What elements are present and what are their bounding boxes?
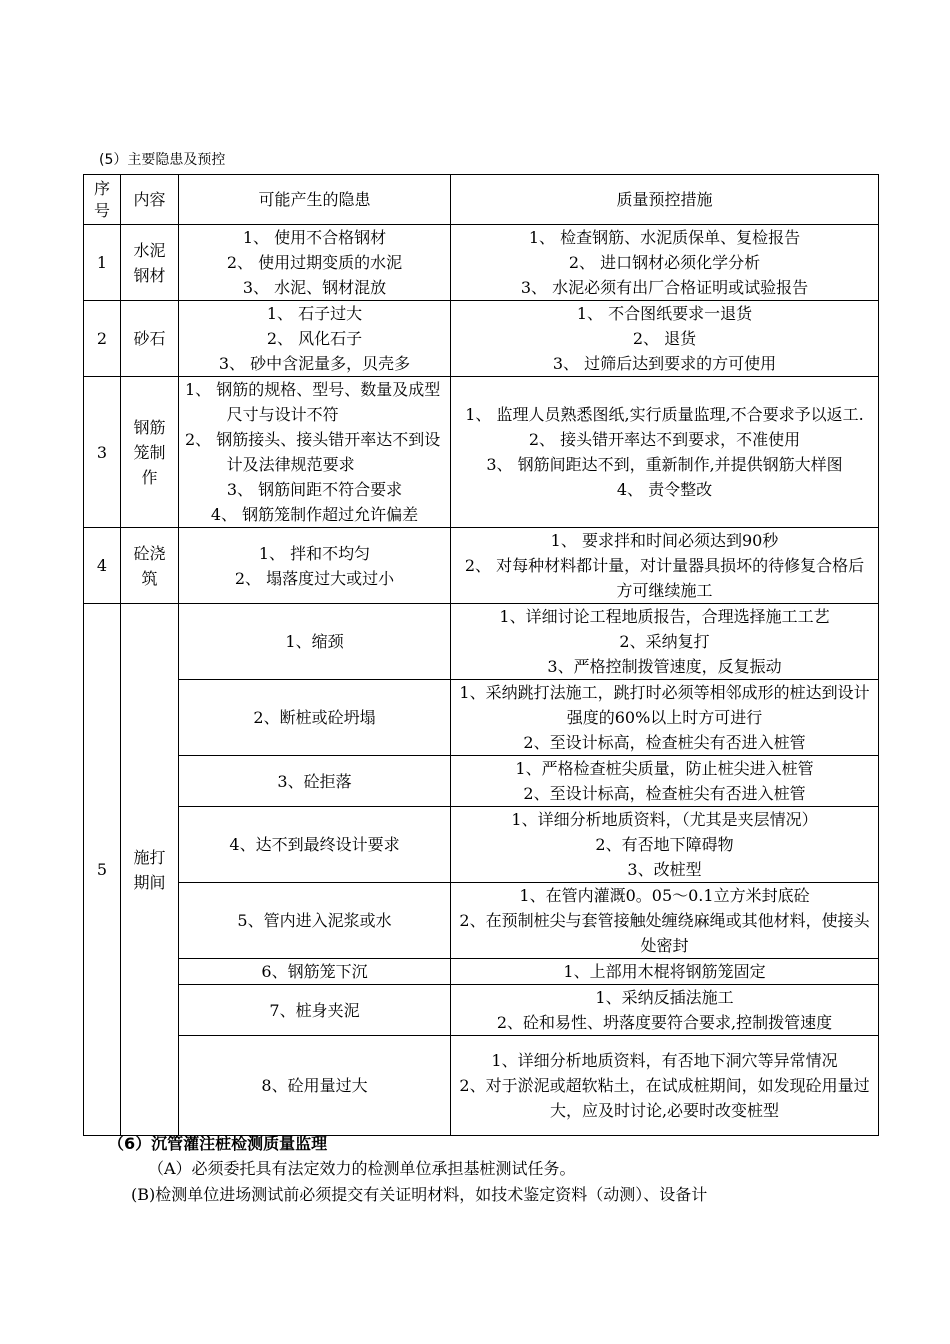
table-row — [84, 1036, 879, 1136]
row-hazards: 1、 使用不合格钢材 2、 使用过期变质的水泥 3、 水泥、钢材混放 — [179, 225, 451, 301]
row-measures: 1、上部用木棍将钢筋笼固定 — [451, 959, 879, 985]
row-measures: 1、在管内灌溉0。05～0.1立方米封底砼 2、在预制桩尖与套管接触处缠绕麻绳或其他材料，使接头处密封 — [451, 883, 879, 959]
row-hazards: 8、砼用量过大 — [179, 1036, 451, 1136]
table-row — [84, 807, 879, 883]
table-row — [84, 985, 879, 1036]
row-hazards: 2、断桩或砼坍塌 — [179, 680, 451, 756]
table-row — [84, 883, 879, 959]
row-seq: 2 — [84, 301, 121, 377]
row-hazards: 4、达不到最终设计要求 — [179, 807, 451, 883]
row-measures: 1、 不合图纸要求一退货 2、 退货 3、 过筛后达到要求的方可使用 — [451, 301, 879, 377]
hazard-control-table — [83, 174, 879, 1136]
table-row — [84, 225, 879, 301]
row-hazards: 1、 石子过大 2、 风化石子 3、 砂中含泥量多，贝壳多 — [179, 301, 451, 377]
table-header-row — [84, 175, 879, 225]
row-content: 砂石 — [121, 301, 179, 377]
row-seq: 1 — [84, 225, 121, 301]
row-hazards: 7、桩身夹泥 — [179, 985, 451, 1036]
row-measures: 1、详细讨论工程地质报告，合理选择施工工艺 2、采纳复打 3、严格控制拨管速度，反复振动 — [451, 604, 879, 680]
row-measures: 1、严格检查桩尖质量，防止桩尖进入桩管 2、至设计标高，检查桩尖有否进入桩管 — [451, 756, 879, 807]
header-content: 内容 — [121, 175, 179, 225]
table-row — [84, 604, 879, 680]
header-hazards: 可能产生的隐患 — [179, 175, 451, 225]
header-measures: 质量预控措施 — [451, 175, 879, 225]
row-hazards: 6、钢筋笼下沉 — [179, 959, 451, 985]
row-measures: 1、详细分析地质资料，有否地下洞穴等异常情况 2、对于淤泥或超软粘土，在试成桩期间，如发现砼用量过大，应及时讨论,必要时改变桩型 — [451, 1036, 879, 1136]
row-hazards: 5、管内进入泥浆或水 — [179, 883, 451, 959]
table-row — [84, 756, 879, 807]
row-content: 施打 期间 — [121, 604, 179, 1136]
row-hazards: 3、砼拒落 — [179, 756, 451, 807]
row-measures: 1、 要求拌和时间必须达到90秒 2、 对每种材料都计量，对计量器具损坏的待修复合格后方可继续施工 — [451, 528, 879, 604]
row-hazards: 1、缩颈 — [179, 604, 451, 680]
section-6-title: （6）沉管灌注桩检测质量监理 — [108, 1134, 328, 1153]
table-row — [84, 377, 879, 528]
row-measures: 1、采纳跳打法施工，跳打时必须等相邻成形的桩达到设计强度的60%以上时方可进行 2、至设计标高，检查桩尖有否进入桩管 — [451, 680, 879, 756]
row-content: 钢筋 笼制 作 — [121, 377, 179, 528]
table-row — [84, 528, 879, 604]
table-row — [84, 301, 879, 377]
row-measures: 1、采纳反插法施工 2、砼和易性、坍落度要符合要求,控制拨管速度 — [451, 985, 879, 1036]
row-hazards: 1、 钢筋的规格、型号、数量及成型尺寸与设计不符 2、 钢筋接头、接头错开率达不到设计及法律规范要求 3、 钢筋间距不符合要求 4、 钢筋笼制作超过允许偏差 — [179, 377, 451, 528]
row-seq: 5 — [84, 604, 121, 1136]
section-6-paragraph-a: （A）必须委托具有法定效力的检测单位承担基桩测试任务。 — [148, 1159, 576, 1178]
row-seq: 4 — [84, 528, 121, 604]
header-seq: 序 号 — [84, 175, 121, 225]
row-content: 砼浇 筑 — [121, 528, 179, 604]
row-hazards: 1、 拌和不均匀 2、 塌落度过大或过小 — [179, 528, 451, 604]
row-measures: 1、详细分析地质资料，（尤其是夹层情况） 2、有否地下障碍物 3、改桩型 — [451, 807, 879, 883]
row-measures: 1、 检查钢筋、水泥质保单、复检报告 2、 进口钢材必须化学分析 3、 水泥必须有出厂合格证明或试验报告 — [451, 225, 879, 301]
table-row — [84, 959, 879, 985]
section-6-paragraph-b: (B)检测单位进场测试前必须提交有关证明材料，如技术鉴定资料（动测）、设备计 — [131, 1185, 708, 1204]
table-caption: (5）主要隐患及预控 — [99, 152, 226, 168]
table-row — [84, 680, 879, 756]
row-measures: 1、 监理人员熟悉图纸,实行质量监理,不合要求予以返工. 2、 接头错开率达不到要求，不准使用 3、 钢筋间距达不到，重新制作,并提供钢筋大样图 4、 责令整改 — [451, 377, 879, 528]
row-seq: 3 — [84, 377, 121, 528]
row-content: 水泥 钢材 — [121, 225, 179, 301]
